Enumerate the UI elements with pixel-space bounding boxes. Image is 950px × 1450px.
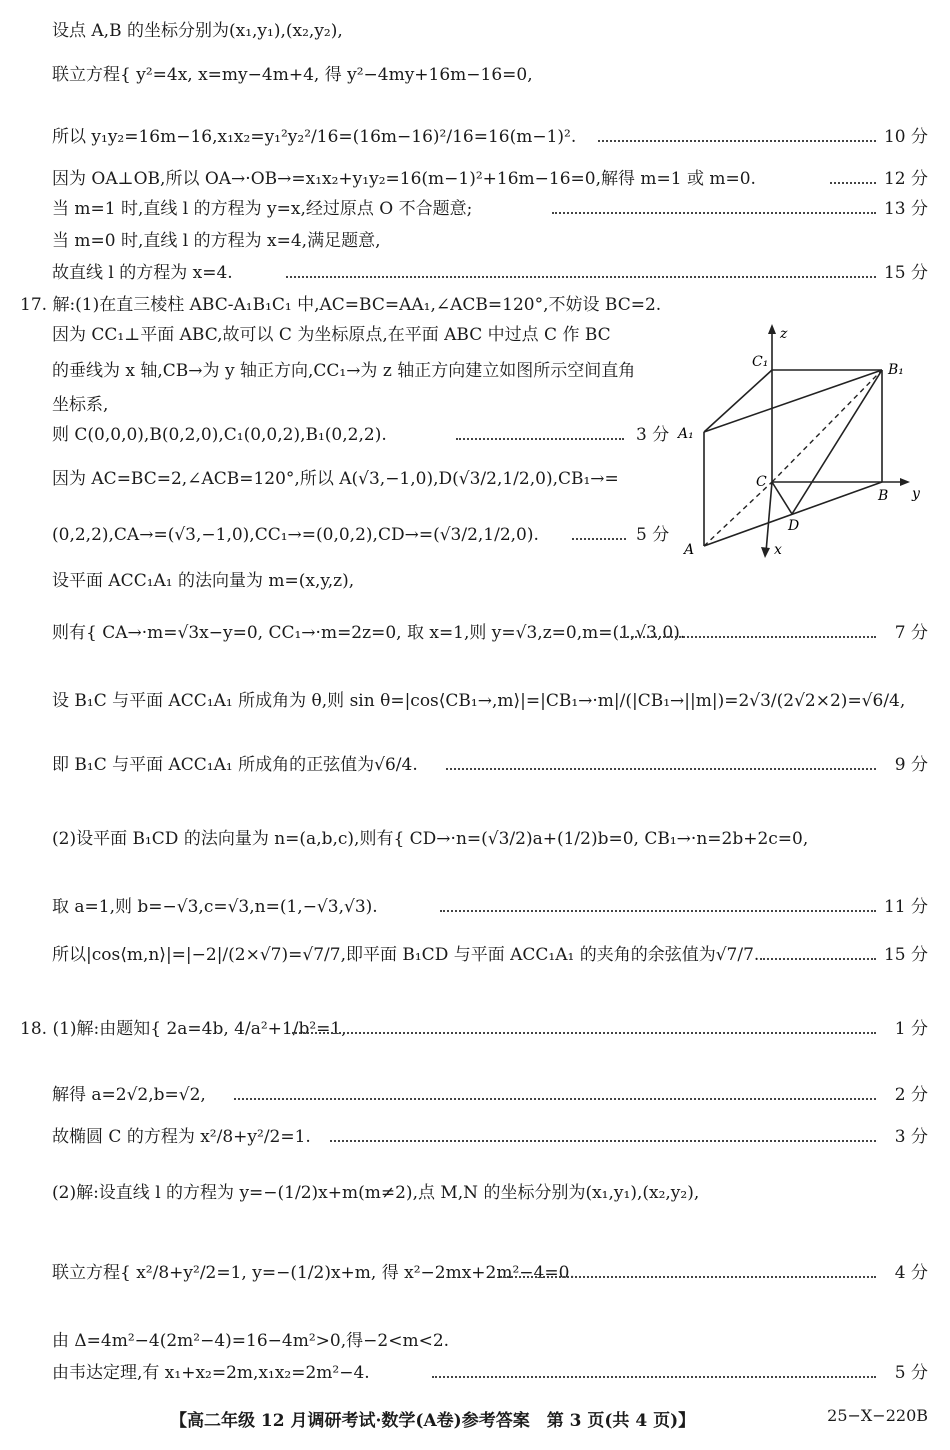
dot-leader [500,1276,876,1278]
dot-leader [830,182,876,184]
text-line: 坐标系, [52,395,109,415]
y-arrowhead [900,478,910,486]
text-line: 因为 AC=BC=2,∠ACB=120°,所以 A(√3,−1,0),D(√3/2,1/2,0),CB₁→= [52,469,619,489]
text-line: 当 m=1 时,直线 l 的方程为 y=x,经过原点 O 不合题意; [52,199,473,219]
score-label: 13 分 [883,199,928,219]
dot-leader [432,1376,876,1378]
text-line: 所以 y₁y₂=16m−16,x₁x₂=y₁²y₂²/16=(16m−16)²/16=16(m−1)². [52,127,577,147]
text-line: 因为 OA⊥OB,所以 OA→·OB→=x₁x₂+y₁y₂=16(m−1)²+16m−16=0,解得 m=1 或 m=0. [52,169,756,189]
dot-leader [446,768,876,770]
score-label: 12 分 [883,169,928,189]
prism-figure [668,318,932,566]
segment-cd [772,482,792,514]
text-line: 当 m=0 时,直线 l 的方程为 x=4,满足题意, [52,231,381,251]
score-label: 5 分 [636,525,670,545]
text-line: 故直线 l 的方程为 x=4. [52,263,233,283]
problem-17-header: 17. 解:(1)在直三棱柱 ABC-A₁B₁C₁ 中,AC=BC=AA₁,∠ACB=120°,不妨设 BC=2. [20,295,662,315]
text-line: (2)解:设直线 l 的方程为 y=−(1/2)x+m(m≠2),点 M,N 的坐标分别为(x₁,y₁),(x₂,y₂), [52,1183,700,1203]
score-label: 15 分 [883,945,928,965]
score-label: 1 分 [894,1019,928,1039]
text-line: 故椭圆 C 的方程为 x²/8+y²/2=1. [52,1127,311,1147]
label-b: B [878,488,889,504]
edge-ab [704,482,882,546]
text-line: (0,2,2),CA→=(√3,−1,0),CC₁→=(0,0,2),CD→=(√3/2,1/2,0). [52,525,539,545]
text-line: 取 a=1,则 b=−√3,c=√3,n=(1,−√3,√3). [52,897,378,917]
edge-a1b1 [704,370,882,432]
label-z: z [780,326,788,342]
text-line: 的垂线为 x 轴,CB→为 y 轴正方向,CC₁→为 z 轴正方向建立如图所示空间直角 [52,361,636,381]
text-line: 所以|cos⟨m,n⟩|=|−2|/(2×√7)=√7/7,即平面 B₁CD 与平面 ACC₁A₁ 的夹角的余弦值为√7/7. [52,945,760,965]
score-label: 11 分 [883,897,928,917]
label-y: y [912,486,920,502]
score-label: 7 分 [894,623,928,643]
score-label: 10 分 [883,127,928,147]
text-line: 解得 a=2√2,b=√2, [52,1085,206,1105]
text-line: 由 Δ=4m²−4(2m²−4)=16−4m²>0,得−2<m<2. [52,1331,450,1351]
text-line: 设点 A,B 的坐标分别为(x₁,y₁),(x₂,y₂), [52,21,343,41]
label-c: C [756,474,767,490]
dot-leader [620,636,876,638]
text-line: (2)设平面 B₁CD 的法向量为 n=(a,b,c),则有{ CD→·n=(√3/2)a+(1/2)b=0, CB₁→·n=2b+2c=0, [52,829,809,849]
text-line: 设 B₁C 与平面 ACC₁A₁ 所成角为 θ,则 sin θ=|cos⟨CB₁→,m⟩|=|CB₁→·m|/(|CB₁→||m|)=2√3/(2√2×2)=√6/4, [52,691,906,711]
label-a: A [684,542,695,558]
label-c1: C₁ [752,354,769,370]
dot-leader [234,1098,876,1100]
dot-leader [760,958,876,960]
score-label: 5 分 [894,1363,928,1383]
x-axis-line [766,482,772,552]
label-d: D [788,518,800,534]
score-label: 3 分 [636,425,670,445]
text-line: 联立方程{ y²=4x, x=my−4m+4, 得 y²−4my+16m−16=0, [52,65,533,85]
score-label: 15 分 [883,263,928,283]
dot-leader [456,438,624,440]
score-label: 4 分 [894,1263,928,1283]
score-label: 2 分 [894,1085,928,1105]
label-a1: A₁ [678,426,694,442]
dot-leader [572,538,626,540]
label-x: x [774,542,782,558]
problem-18-header: 18. (1)解:由题知{ 2a=4b, 4/a²+1/b²=1, [20,1019,347,1039]
dot-leader [552,212,876,214]
z-arrowhead [768,324,776,334]
score-label: 9 分 [894,755,928,775]
label-b1: B₁ [888,362,904,378]
dot-leader [330,1140,876,1142]
edge-ac-hidden [704,482,772,546]
x-arrowhead [761,547,770,558]
text-line: 设平面 ACC₁A₁ 的法向量为 m=(x,y,z), [52,571,355,591]
score-label: 3 分 [894,1127,928,1147]
text-line: 因为 CC₁⊥平面 ABC,故可以 C 为坐标原点,在平面 ABC 中过点 C 作 BC [52,325,611,345]
text-line: 则有{ CA→·m=√3x−y=0, CC₁→·m=2z=0, 取 x=1,则 y=√3,z=0,m=(1,√3,0). [52,623,686,643]
page-footer: 【高二年级 12 月调研考试·数学(A卷)参考答案 第 3 页(共 4 页)】 [170,1411,696,1431]
text-line: 联立方程{ x²/8+y²/2=1, y=−(1/2)x+m, 得 x²−2mx+2m²−4=0. [52,1263,575,1283]
dot-leader [598,140,876,142]
text-line: 即 B₁C 与平面 ACC₁A₁ 所成角的正弦值为√6/4. [52,755,418,775]
dot-leader [292,1032,876,1034]
text-line: 由韦达定理,有 x₁+x₂=2m,x₁x₂=2m²−4. [52,1363,370,1383]
dot-leader [440,910,876,912]
dot-leader [286,276,876,278]
edge-c1a1 [704,370,772,432]
text-line: 则 C(0,0,0),B(0,2,0),C₁(0,0,2),B₁(0,2,2). [52,425,387,445]
segment-db1 [792,370,882,514]
segment-cb1-hidden [772,370,882,482]
document-code: 25−X−220B [827,1406,928,1425]
